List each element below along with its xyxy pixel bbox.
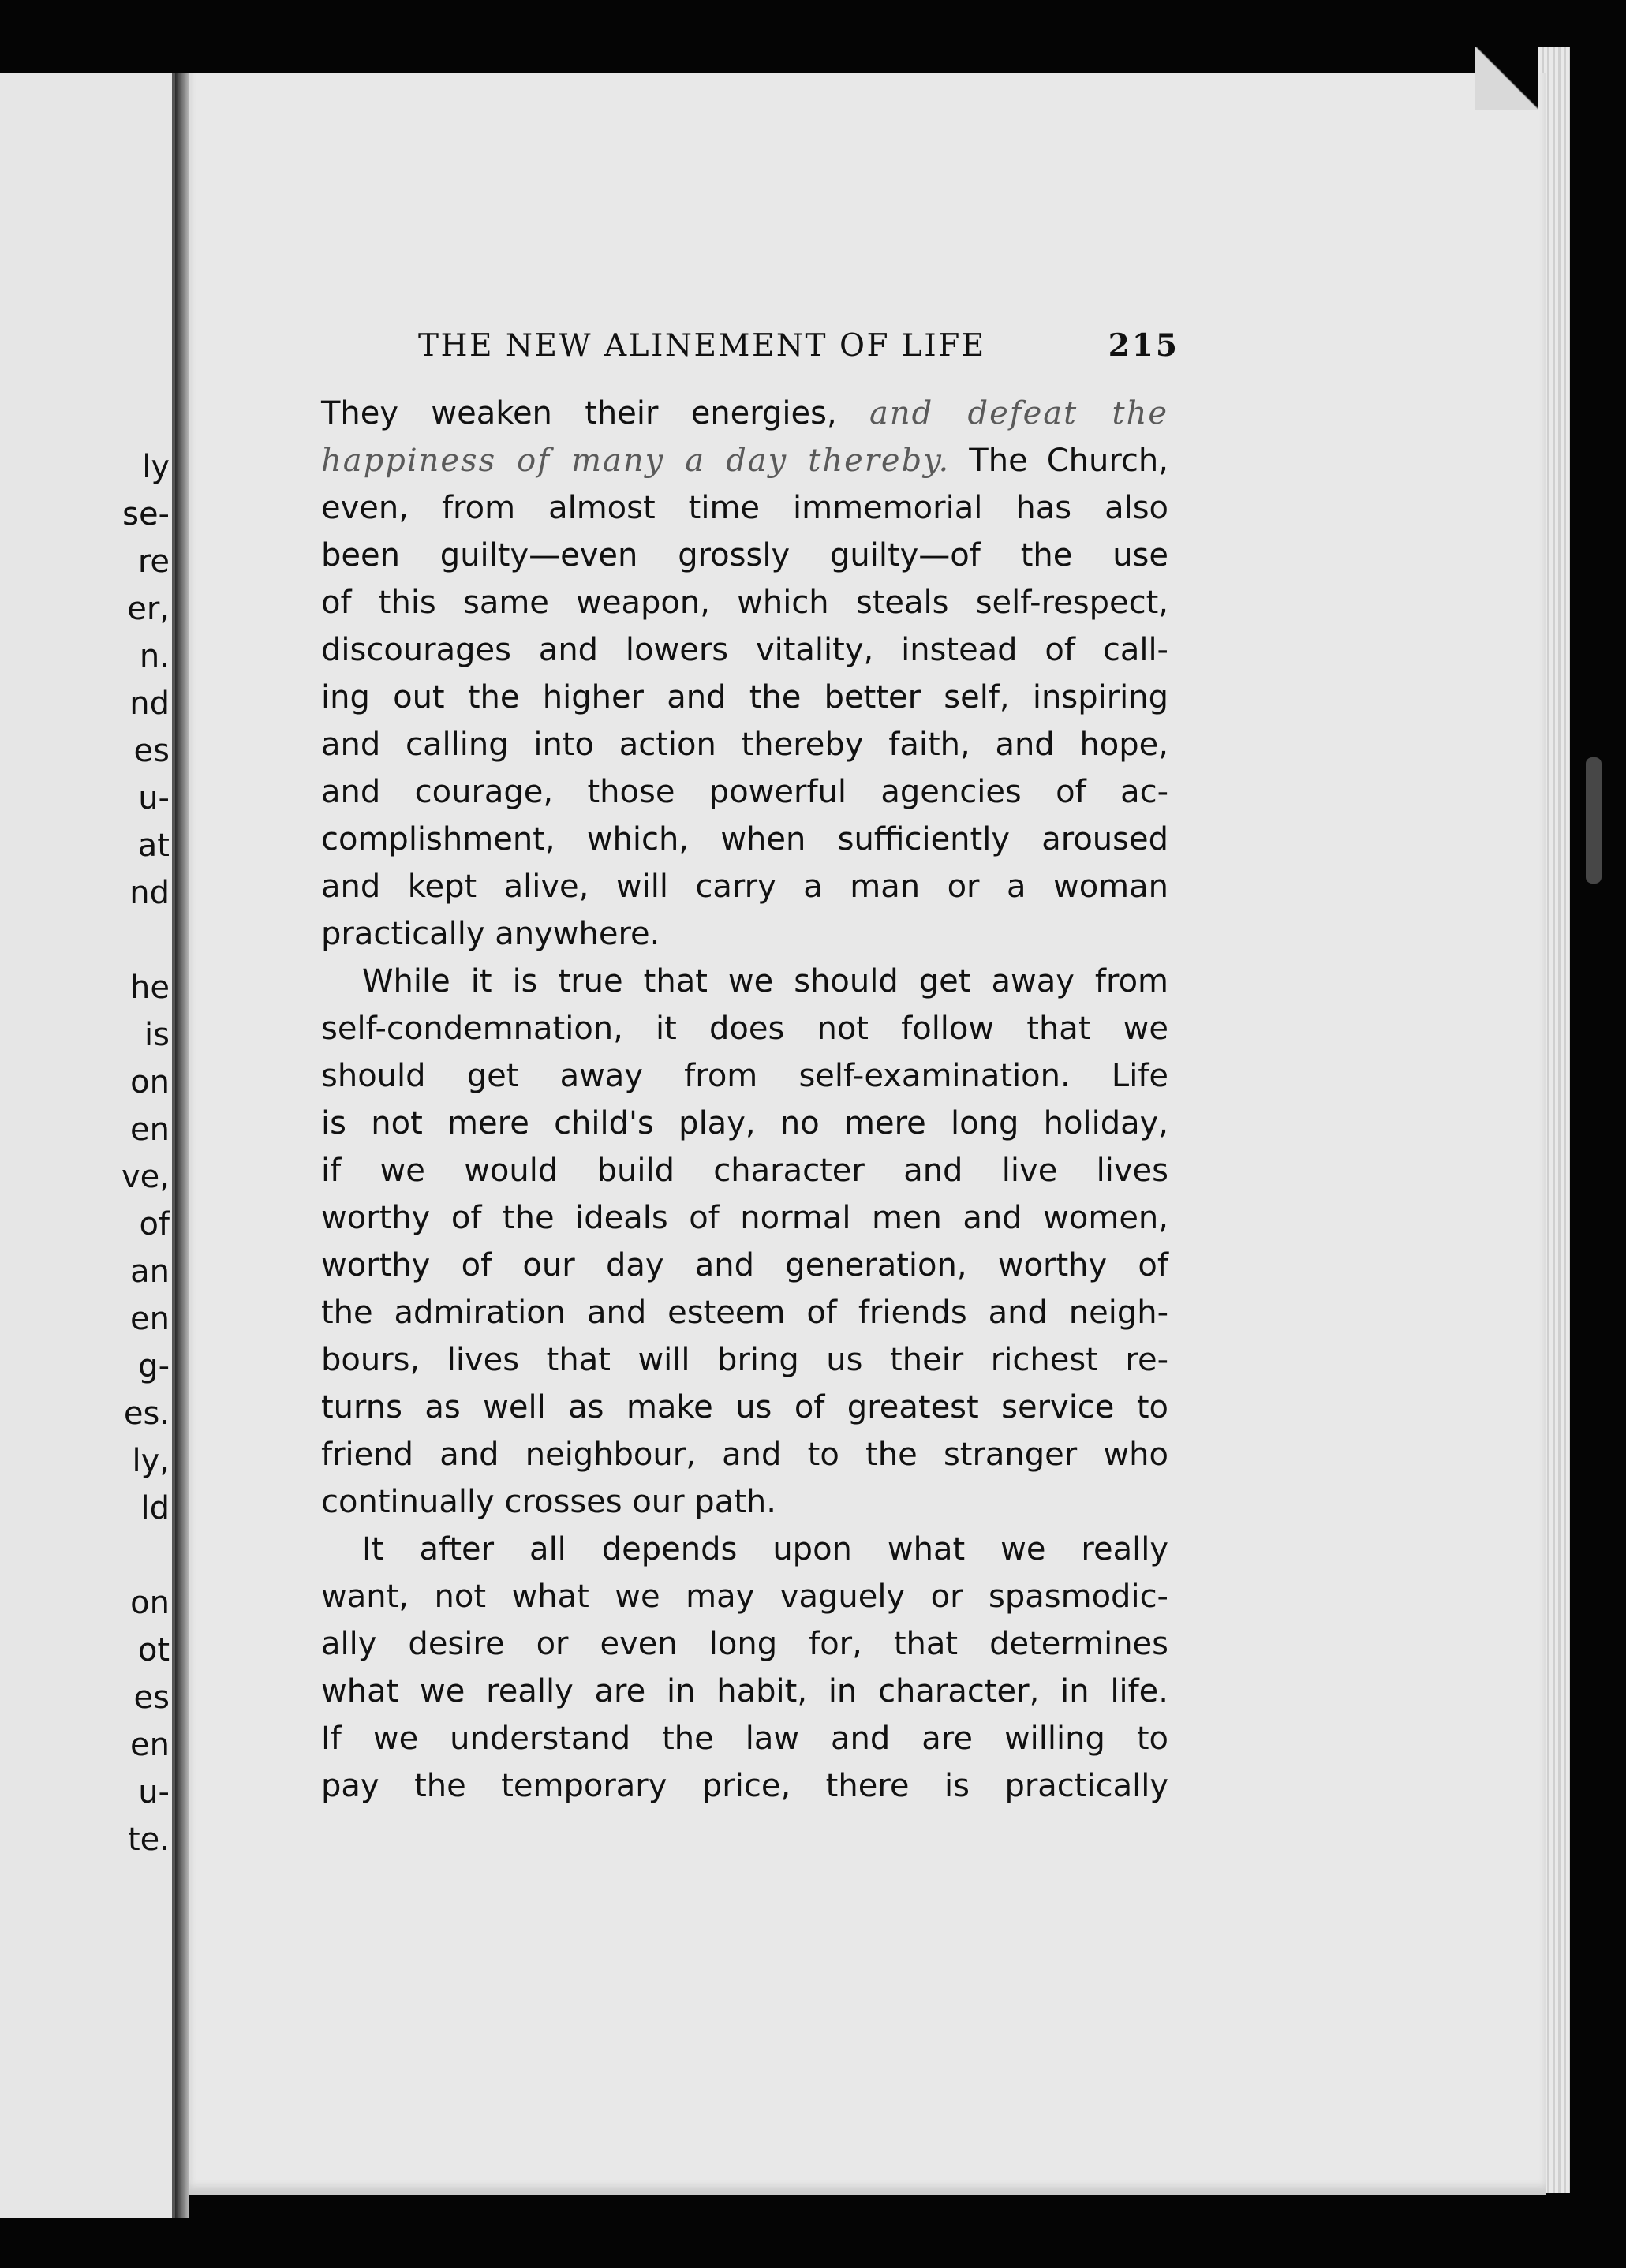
text-line: if we would build character and live lives — [321, 1153, 1168, 1189]
text-line: ing out the higher and the better self, inspiring — [321, 679, 1168, 716]
facing-line: es. — [123, 1396, 170, 1432]
facing-line: es — [133, 733, 170, 769]
facing-line: u- — [138, 1774, 170, 1810]
text-line: and calling into action thereby faith, and hope, — [321, 727, 1168, 763]
body-text — [321, 390, 1168, 1810]
facing-line — [0, 917, 170, 964]
text-line: It after all depends upon what we really — [362, 1531, 1168, 1567]
facing-line: of — [139, 1206, 170, 1242]
running-header — [418, 322, 1179, 369]
facing-line: u- — [138, 780, 170, 816]
text-line: practically anywhere. — [321, 916, 660, 952]
text-line: While it is true that we should get away from — [362, 963, 1168, 999]
facing-line: on — [130, 1064, 170, 1100]
text-line — [321, 390, 1168, 437]
text-span: The Church, — [969, 443, 1168, 479]
text-line: self-condemnation, it does not follow that we — [321, 1011, 1168, 1047]
text-line: worthy of our day and generation, worthy of — [321, 1247, 1168, 1283]
text-line: friend and neighbour, and to the stranger who — [321, 1437, 1168, 1473]
facing-page — [0, 73, 175, 2218]
book-gutter — [175, 73, 189, 2218]
facing-line: en — [130, 1112, 170, 1148]
text-line: ally desire or even long for, that determines — [321, 1626, 1168, 1662]
text-line: should get away from self-examination. Life — [321, 1058, 1168, 1094]
running-title: THE NEW ALINEMENT OF LIFE — [418, 327, 986, 364]
text-line: pay the temporary price, there is practically — [321, 1768, 1168, 1804]
text-line: complishment, which, when sufficiently aroused — [321, 821, 1168, 858]
text-line: the admiration and esteem of friends and neigh- — [321, 1295, 1168, 1331]
text-line: worthy of the ideals of normal men and women, — [321, 1200, 1168, 1236]
text-line: and kept alive, will carry a man or a woman — [321, 869, 1168, 905]
text-line: and courage, those powerful agencies of ac- — [321, 774, 1168, 810]
text-line: If we understand the law and are willing to — [321, 1721, 1168, 1757]
text-span: They weaken their energies, — [321, 395, 837, 432]
facing-line: en — [130, 1727, 170, 1763]
text-line: of this same weapon, which steals self-respect, — [321, 585, 1168, 621]
facing-line — [0, 1532, 170, 1579]
facing-line: at — [137, 828, 170, 864]
facing-line: ly — [142, 449, 170, 485]
italic-text: and defeat the — [869, 395, 1168, 432]
facing-line: g- — [138, 1348, 170, 1384]
facing-line: ot — [137, 1632, 170, 1668]
facing-page-text — [0, 443, 170, 1863]
text-line: want, not what we may vaguely or spasmodic- — [321, 1579, 1168, 1615]
facing-line: es — [133, 1680, 170, 1716]
text-line: what we really are in habit, in character, in life. — [321, 1673, 1168, 1709]
page-corner — [1475, 47, 1538, 110]
facing-line: ly, — [132, 1443, 170, 1479]
facing-line: nd — [129, 686, 170, 722]
text-line: continually crosses our path. — [321, 1484, 776, 1520]
facing-line: ve, — [121, 1159, 170, 1195]
italic-text: happiness of many a day thereby. — [321, 443, 951, 479]
facing-line: te. — [127, 1821, 170, 1858]
facing-line: er, — [127, 591, 170, 627]
page-edge-mark — [1586, 757, 1602, 884]
facing-line: en — [130, 1301, 170, 1337]
facing-line: an — [130, 1254, 170, 1290]
text-line: bours, lives that will bring us their richest re- — [321, 1342, 1168, 1378]
facing-line: is — [144, 1017, 170, 1053]
facing-line: n. — [139, 638, 170, 674]
text-line: is not mere child's play, no mere long holiday, — [321, 1105, 1168, 1141]
text-line: even, from almost time immemorial has also — [321, 490, 1168, 526]
facing-line: ld — [140, 1490, 170, 1526]
text-line: been guilty—even grossly guilty—of the use — [321, 537, 1168, 574]
text-line — [321, 437, 1168, 484]
facing-line: re — [137, 544, 170, 580]
page-number: 215 — [1108, 327, 1179, 364]
facing-line: se- — [122, 496, 170, 532]
facing-line: he — [130, 970, 170, 1006]
facing-line: nd — [129, 875, 170, 911]
text-line: discourages and lowers vitality, instead of call- — [321, 632, 1168, 668]
text-line: turns as well as make us of greatest service to — [321, 1389, 1168, 1425]
facing-line: on — [130, 1585, 170, 1621]
